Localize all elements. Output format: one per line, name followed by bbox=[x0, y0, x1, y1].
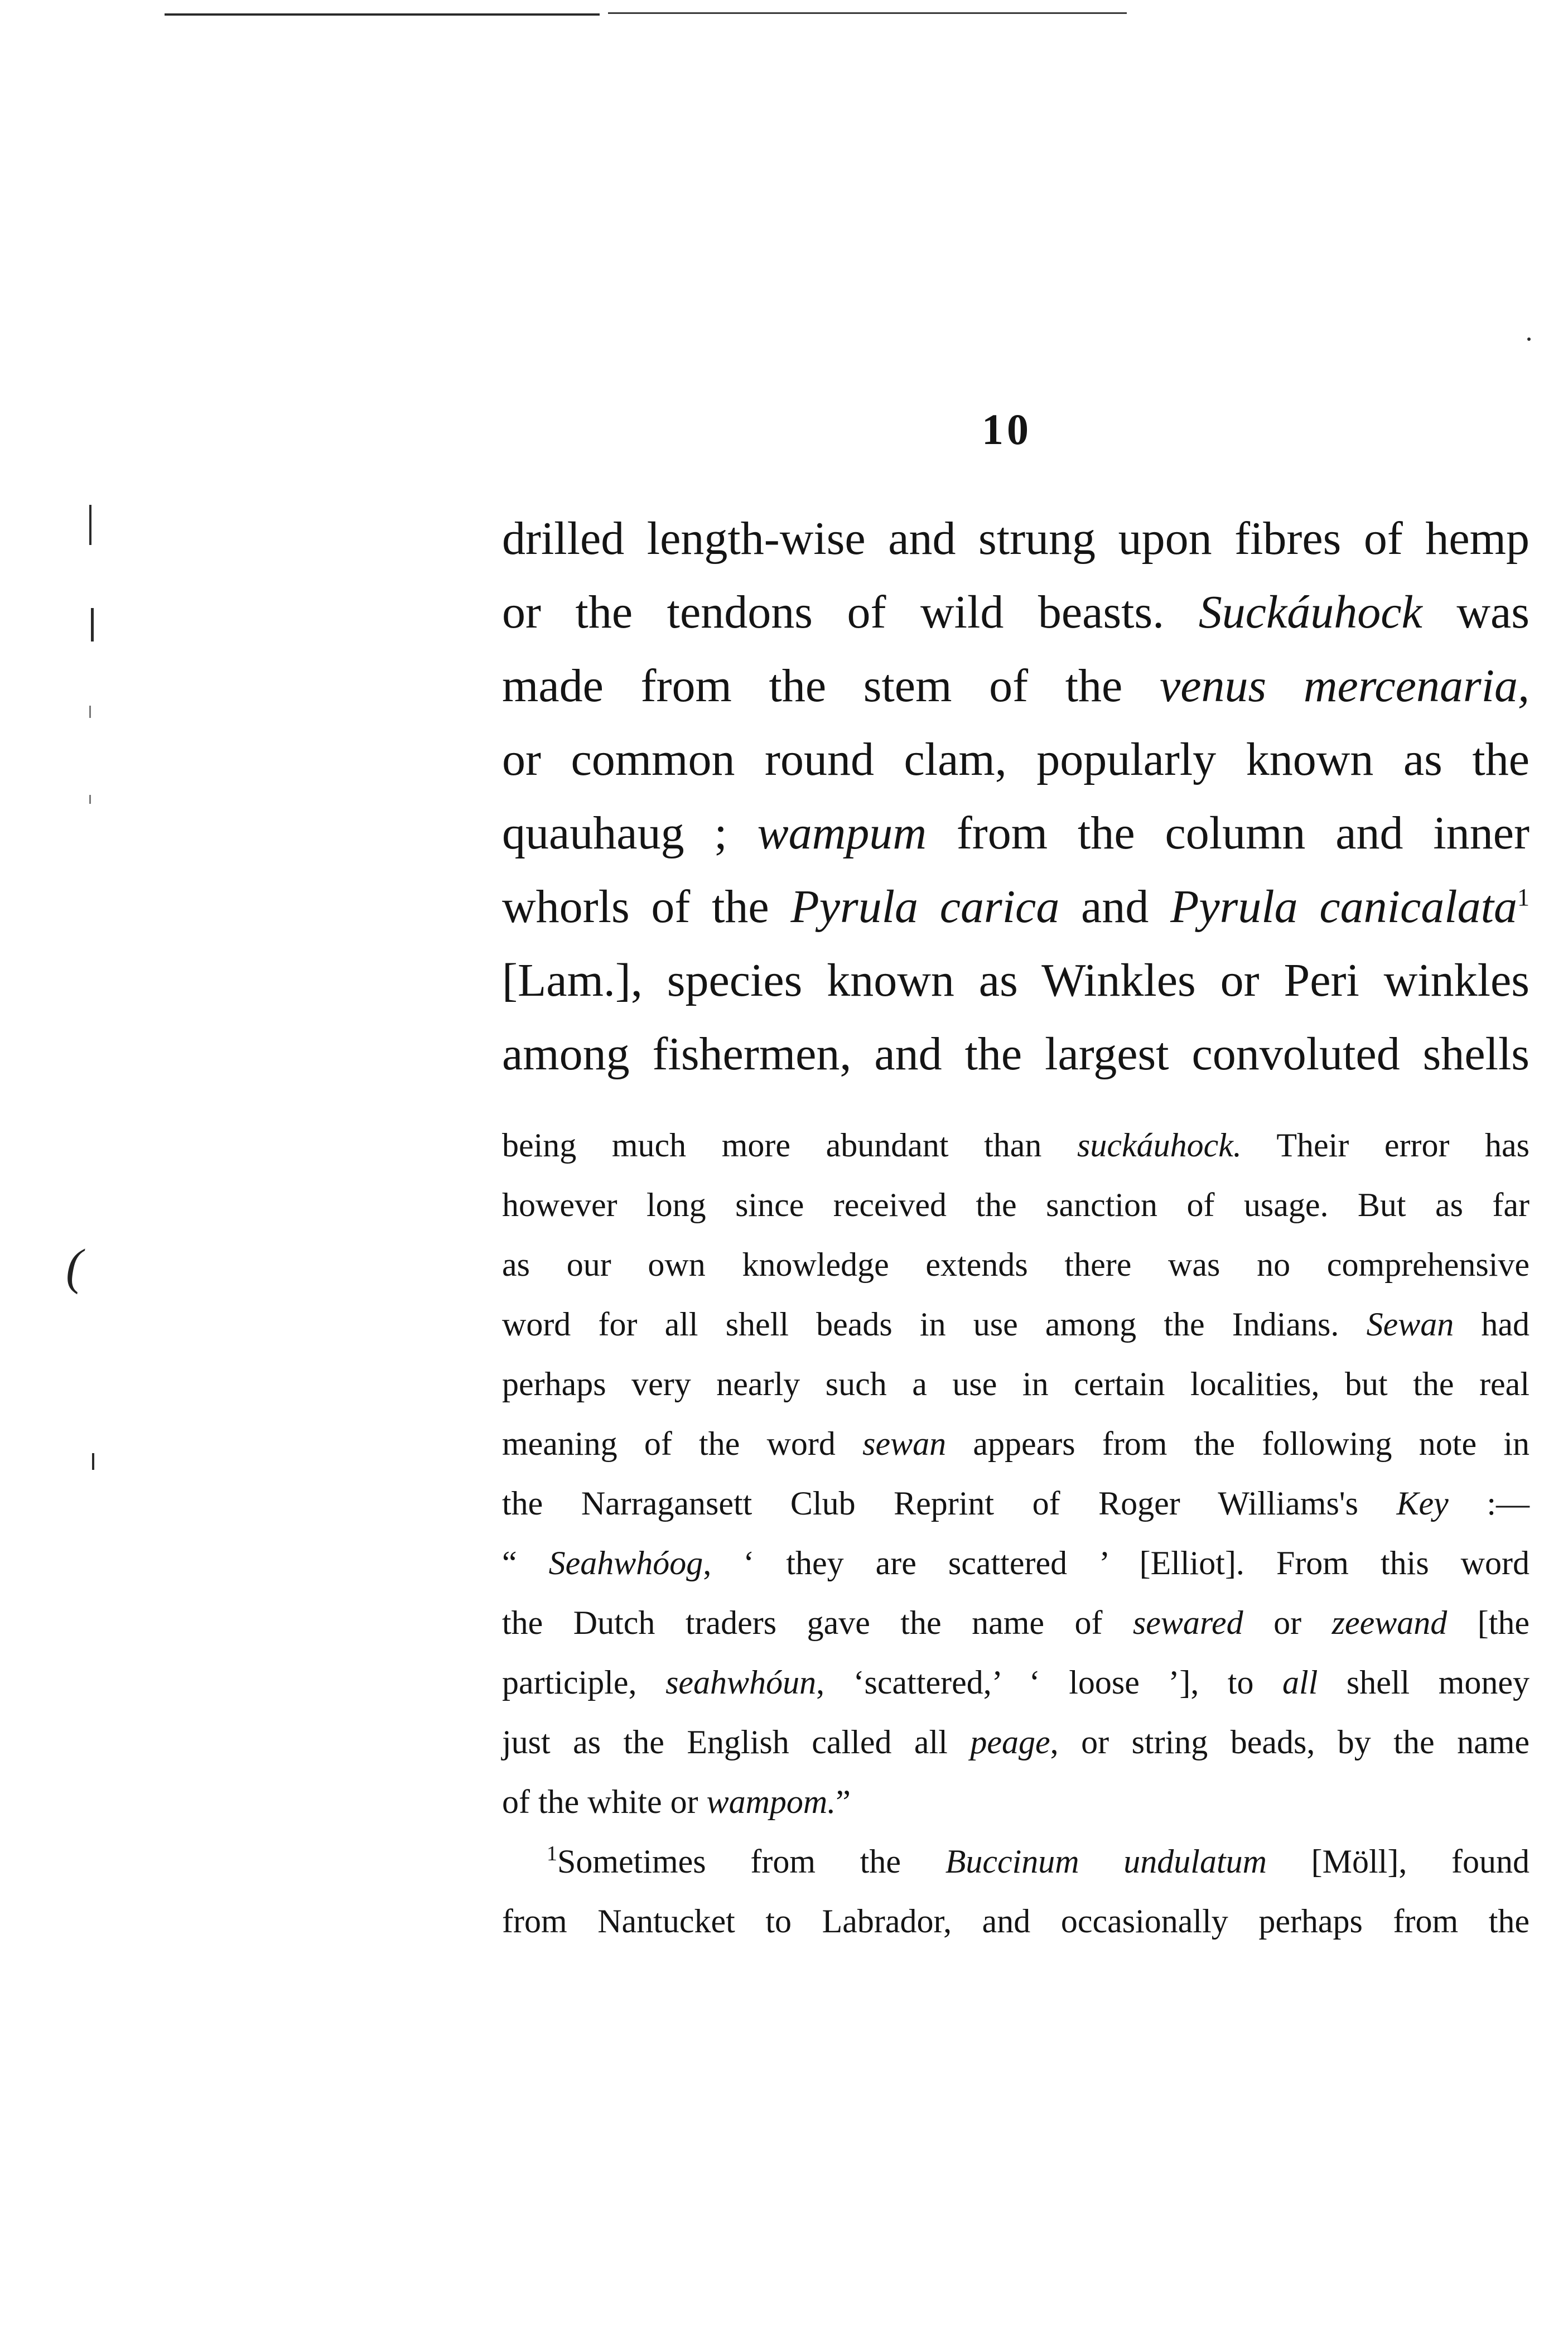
footnote-reference: 1 bbox=[1517, 884, 1530, 911]
italic-text: venus mercenaria, bbox=[1159, 660, 1530, 712]
margin-mark bbox=[1527, 337, 1531, 341]
main-text bbox=[502, 502, 1530, 1091]
text-run: participle, bbox=[502, 1664, 666, 1701]
text-run: just as the English called all bbox=[502, 1724, 971, 1760]
text-run: [Möll], found bbox=[1266, 1843, 1530, 1880]
italic-text: Seahwhóog bbox=[548, 1545, 703, 1581]
text-run: the Dutch traders gave the name of bbox=[502, 1604, 1133, 1641]
italic-text: Pyrula carica bbox=[790, 881, 1060, 933]
footnote-text bbox=[502, 1116, 1530, 1951]
margin-bracket-mark: ( bbox=[66, 1239, 83, 1295]
footnote-line bbox=[502, 1593, 1530, 1653]
text-run: Sometimes from the bbox=[557, 1843, 945, 1880]
text-run: of the white or bbox=[502, 1783, 707, 1820]
text-run: being much more abundant than bbox=[502, 1127, 1077, 1164]
margin-mark bbox=[92, 1453, 94, 1470]
text-run: whorls of the bbox=[502, 881, 791, 933]
footnote-line bbox=[502, 1474, 1530, 1533]
italic-text: Sewan bbox=[1366, 1306, 1454, 1343]
italic-text: sewared bbox=[1132, 1604, 1243, 1641]
text-run: perhaps very nearly such a use in certain localities, but the real bbox=[502, 1366, 1530, 1402]
footnote-line bbox=[502, 1354, 1530, 1414]
text-run: from the column and inner bbox=[926, 807, 1530, 859]
text-run: , ‘ they are scattered ’ [Elliot]. From this word bbox=[703, 1545, 1530, 1581]
text-run: word for all shell beads in use among the Indians. bbox=[502, 1306, 1367, 1343]
text-run: :— bbox=[1448, 1485, 1530, 1522]
footnote-line bbox=[502, 1713, 1530, 1772]
italic-text: all bbox=[1282, 1664, 1318, 1701]
body-line bbox=[502, 649, 1530, 723]
body-line bbox=[502, 870, 1530, 944]
text-run: [Lam.], species known as Winkles or Peri winkles bbox=[502, 954, 1530, 1006]
margin-mark bbox=[89, 505, 91, 545]
text-run: was bbox=[1422, 586, 1530, 638]
italic-text: Pyrula canicalata bbox=[1170, 881, 1517, 933]
italic-text: Key bbox=[1396, 1485, 1449, 1522]
footnote-line bbox=[502, 1653, 1530, 1713]
italic-text: zeewand bbox=[1331, 1604, 1448, 1641]
text-run: , or string beads, by the name bbox=[1050, 1724, 1530, 1760]
text-run: and bbox=[1059, 881, 1171, 933]
footnote-line bbox=[502, 1116, 1530, 1175]
page-number: 10 bbox=[982, 405, 1032, 454]
body-line bbox=[502, 576, 1530, 649]
footnote-line bbox=[502, 1533, 1530, 1593]
text-run: or common round clam, popularly known as the bbox=[502, 734, 1530, 785]
top-rule-line bbox=[608, 12, 1127, 14]
text-run: as our own knowledge extends there was no comprehensive bbox=[502, 1246, 1530, 1283]
text-run: had bbox=[1454, 1306, 1530, 1343]
italic-text: wampum bbox=[757, 807, 927, 859]
text-run: from Nantucket to Labrador, and occasionally perhaps from the bbox=[502, 1903, 1530, 1940]
text-run: [the bbox=[1447, 1604, 1530, 1641]
body-line bbox=[502, 502, 1530, 576]
margin-mark bbox=[89, 795, 91, 804]
text-run: among fishermen, and the largest convoluted shells bbox=[502, 1028, 1530, 1080]
footnote-line bbox=[502, 1175, 1530, 1235]
text-run: drilled length-wise and strung upon fibres of hemp bbox=[502, 513, 1530, 565]
italic-text: Buccinum undulatum bbox=[945, 1843, 1267, 1880]
text-run: , ‘scattered,’ ‘ loose ’], to bbox=[816, 1664, 1283, 1701]
italic-text: sewan bbox=[862, 1425, 947, 1462]
footnote-line bbox=[502, 1772, 1530, 1832]
text-run: however long since received the sanction of usage. But as far bbox=[502, 1186, 1530, 1223]
text-run: meaning of the word bbox=[502, 1425, 863, 1462]
text-run: quauhaug ; bbox=[502, 807, 758, 859]
italic-text: peage bbox=[970, 1724, 1050, 1760]
text-run: ” bbox=[836, 1783, 851, 1820]
footnote-line bbox=[502, 1892, 1530, 1951]
footnote-marker: 1 bbox=[547, 1842, 557, 1865]
italic-text: wampom. bbox=[706, 1783, 836, 1820]
footnote-line bbox=[502, 1414, 1530, 1474]
footnote-line bbox=[502, 1295, 1530, 1354]
text-run: shell money bbox=[1318, 1664, 1530, 1701]
text-run: appears from the following note in bbox=[946, 1425, 1530, 1462]
footnote-line bbox=[502, 1832, 1530, 1892]
footnote-line bbox=[502, 1235, 1530, 1295]
text-run: Their error has bbox=[1241, 1127, 1530, 1164]
text-run: or bbox=[1243, 1604, 1332, 1641]
italic-text: suckáuhock. bbox=[1077, 1127, 1242, 1164]
text-run: made from the stem of the bbox=[502, 660, 1160, 712]
body-line bbox=[502, 797, 1530, 870]
margin-mark bbox=[91, 608, 94, 641]
top-rule-line bbox=[165, 13, 600, 16]
italic-text: Suckáuhock bbox=[1198, 586, 1422, 638]
body-line bbox=[502, 944, 1530, 1017]
text-run: or the tendons of wild beasts. bbox=[502, 586, 1199, 638]
text-run: the Narragansett Club Reprint of Roger Williams's bbox=[502, 1485, 1397, 1522]
body-line bbox=[502, 1017, 1530, 1091]
italic-text: seahwhóun bbox=[665, 1664, 817, 1701]
margin-mark bbox=[89, 706, 91, 718]
text-run: “ bbox=[502, 1545, 549, 1581]
body-line bbox=[502, 723, 1530, 797]
